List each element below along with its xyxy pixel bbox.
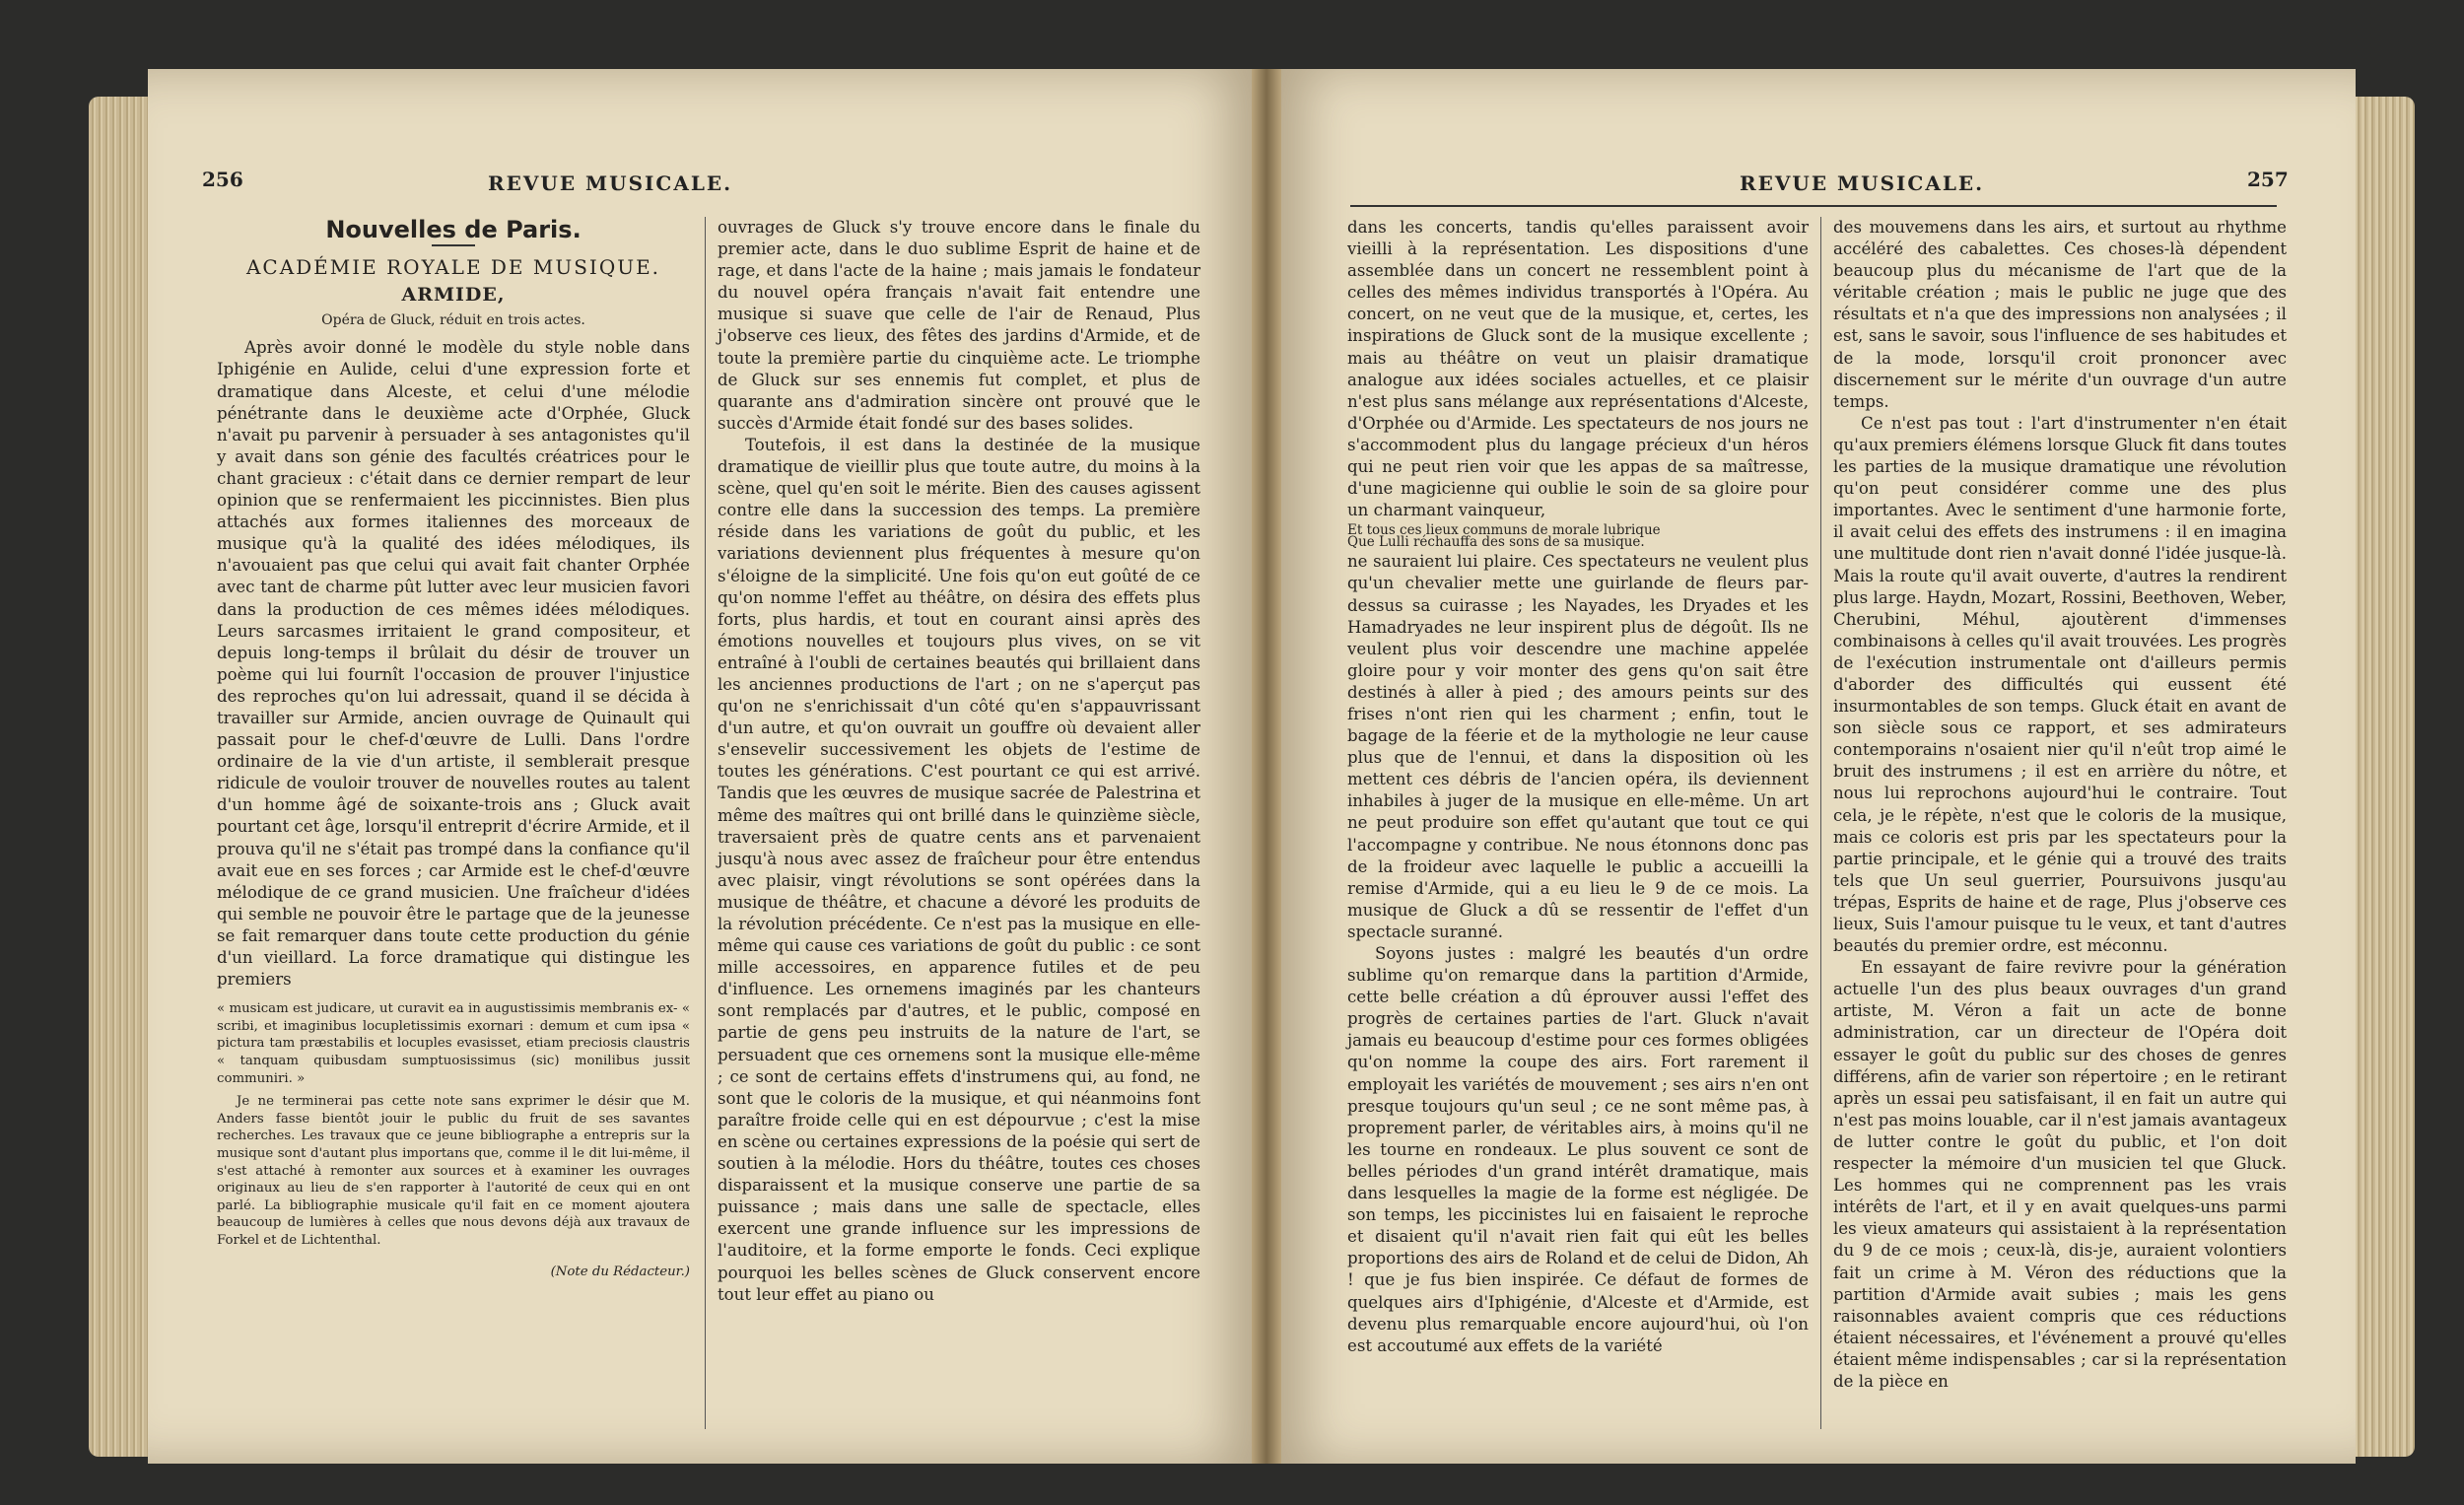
paragraph: En essayant de faire revivre pour la génération actuelle l'un des plus beaux ouvrages d'un grand artiste, M. Véron a fait un acte de bonne administration, car un directeur de l'Opéra doit essayer le goût du public sur des choses de genres différens, afin de varier son répertoire ; en le retirant après un essai peu satisfaisant, il en fait un autre qui n'est pas moins louable, car il n'est jamais avantageux de lutter contre le goût du public, et l'on doit respecter la mémoire d'un musicien tel que Gluck. Les hommes qui ne comprennent pas les vrais intérêts de l'art, et il y en avait quelques-uns parmi les vieux amateurs qui assistaient à la représentation du 9 de ce mois ; ceux-là, dis-je, auraient volontiers fait un crime à M. Véron des réductions que la partition d'Armide avait subies ; mais les gens raisonnables avaient compris que ces réductions étaient nécessaires, et l'événement a prouvé qu'elles étaient même indispensables ; car si la représentation de la pièce en bbox=[1833, 958, 2287, 1391]
paragraph: Après avoir donné le modèle du style noble dans Iphigénie en Aulide, celui d'une expression forte et dramatique dans Alceste, et celui d'une mélodie pénétrante dans le deuxième acte d'Orphée, Gluck n'avait pu parvenir à persuader à ses antagonistes qu'il y avait dans son génie des facultés créatrices pour le chant gracieux : c'était dans ce dernier rempart de leur opinion que se renfermaient les piccinnistes. Bien plus attachés aux formes italiennes des morceaux de musique qu'à la qualité des idées mélodiques, ils n'avouaient pas que celui qui avait fait chanter Orphée avec tant de charme pût lutter avec leur musicien favori dans la production de ces mêmes idées mélodiques. Leurs sarcasmes irritaient le grand compositeur, et depuis long-temps il brûlait du désir de trouver un poème qui lui fournît l'occasion de prouver l'injustice des reproches qu'on lui adressait, quand il se décida à travailler sur Armide, ancien ouvrage de Quinault qui passait pour le chef-d'œuvre de Lulli. Dans l'ordre ordinaire de la vie d'un artiste, il semblerait presque ridicule de vouloir trouver de nouvelles routes au talent d'un homme âgé de soixante-trois ans ; Gluck avait pourtant cet âge, lorsqu'il entreprit d'écrire Armide, et il prouva qu'il ne s'était pas trompé dans la confiance qu'il avait eue en ses forces ; car Armide est le chef-d'œuvre mélodique de ce grand musicien. Une fraîcheur d'idées qui semble ne pouvoir être le partage que de la jeunesse se fait remarquer dans toute cette production du génie d'un vieillard. La force dramatique qui distingue les premiers bbox=[217, 338, 690, 990]
subtitle: ACADÉMIE ROYALE DE MUSIQUE. bbox=[245, 255, 661, 280]
left-column-1 bbox=[217, 217, 690, 1280]
paragraph: Ce n'est pas tout : l'art d'instrumenter n'en était qu'aux premiers élémens lorsque Gluck fit dans toutes les parties de la musique dramatique une révolution qu'on peut considérer comme une des plus importantes. Avec le sentiment d'une harmonie forte, il avait celui des effets des instrumens : il en imagina une multitude dont rien n'avait donné l'idée jusque-là. Mais la route qu'il avait ouverte, d'autres la rendirent plus large. Haydn, Mozart, Rossini, Beethoven, Weber, Cherubini, Méhul, ajoutèrent d'immenses combinaisons à celles qu'il avait trouvées. Les progrès de l'exécution instrumentale ont d'ailleurs permis d'aborder des difficultés qui eussent été insurmontables de son temps. Gluck était en avant de son siècle sous ce rapport, et ses admirateurs contemporains n'osaient nier qu'il n'eût trop aimé le bruit des instrumens ; il est en arrière du nôtre, et nous lui reprochons aujourd'hui le contraire. Tout cela, je le répète, n'est que le coloris de la musique, mais ce coloris est pris par les spectateurs pour la partie principale, et le génie qui a trouvé des traits tels que Un seul guerrier, Poursuivons jusqu'au trépas, Esprits de haine et de rage, Plus j'observe ces lieux, Suis l'amour puisque tu le veux, et tant d'autres beautés du premier ordre, est méconnu. bbox=[1833, 413, 2287, 956]
work-subtitle: Opéra de Gluck, réduit en trois actes. bbox=[321, 312, 585, 329]
right-column-2 bbox=[1833, 217, 2287, 1393]
left-page bbox=[148, 69, 1266, 1464]
right-column-1 bbox=[1347, 217, 1809, 1357]
section-title: Nouvelles de Paris. bbox=[325, 216, 582, 243]
page-number: 257 bbox=[2247, 168, 2289, 191]
paragraph: dans les concerts, tandis qu'elles paraissent avoir vieilli à la représentation. Les dispositions d'une assemblée dans un concert ne ressemblent point à celles des mêmes individus transportés à l'Opéra. Au concert, on ne veut que de la musique, et, certes, les inspirations de Gluck sont de la musique excellente ; mais au théâtre on veut un plaisir dramatique analogue aux idées sociales actuelles, et ce plaisir n'est plus sans mélange aux représentations d'Alceste, d'Orphée ou d'Armide. Les spectateurs de nos jours ne s'accommodent plus du langage précieux d'un héros qui ne peut rien voir que les appas de sa maîtresse, d'une magicienne qui oublie le soin de sa gloire pour un charmant vainqueur, bbox=[1347, 218, 1809, 520]
footnote bbox=[217, 1000, 690, 1280]
footnote-paragraph: Je ne terminerai pas cette note sans exprimer le désir que M. Anders fasse bientôt jouir le public du fruit de ses savantes recherches. Les travaux que ce jeune bibliographe a entrepris sur la musique sont d'autant plus importans que, comme il le dit lui-même, il s'est attaché à remonter aux sources et à examiner les ouvrages originaux au lieu de s'en rapporter à l'autorité de ceux qui en ont parlé. La bibliographie musicale qu'il fait en ce moment ajoutera beaucoup de lumières à celles que nous devons déjà aux travaux de Forkel et de Lichtenthal. bbox=[217, 1094, 690, 1248]
divider bbox=[432, 244, 475, 246]
right-page bbox=[1266, 69, 2356, 1464]
column-separator bbox=[705, 217, 706, 1429]
running-head: REVUE MUSICALE. bbox=[1740, 171, 1985, 195]
open-book bbox=[89, 69, 2415, 1464]
paragraph: ne sauraient lui plaire. Ces spectateurs ne veulent plus qu'un chevalier mette une guirlande de fleurs par-dessus sa cuirasse ; les Nayades, les Dryades et les Hamadryades ne leur inspirent plus de dégoût. Ils ne veulent plus voir descendre une machine appelée gloire pour y voir monter des gens qu'on sait être destinés à aller à pied ; des amours peints sur des frises n'ont rien qui les charment ; enfin, tout le bagage de la féerie et de la mythologie ne leur cause plus que de l'ennui, et dans la disposition où les mettent ces débris de l'ancien opéra, ils deviennent inhabiles à juger de la musique en elle-même. Un art ne peut produire son effet qu'autant que tout ce qui l'accompagne y contribue. Ne nous étonnons donc pas de la froideur avec laquelle le public a accueilli la remise d'Armide, qui a eu lieu le 9 de ce mois. La musique de Gluck a dû se ressentir de l'effet d'un spectacle suranné. bbox=[1347, 552, 1809, 941]
work-title: ARMIDE, bbox=[401, 284, 506, 307]
verse-line: Que Lulli réchauffa des sons de sa musique. bbox=[1347, 534, 1645, 551]
running-head: REVUE MUSICALE. bbox=[488, 171, 733, 195]
footnote-signature: (Note du Rédacteur.) bbox=[550, 1264, 690, 1279]
verse-line: Et tous ces lieux communs de morale lubrique bbox=[1347, 522, 1661, 539]
column-separator bbox=[1820, 217, 1821, 1429]
footnote-paragraph: « musicam est judicare, ut curavit ea in augustissimis membranis ex- « scribi, et imaginibus locupletissimis exornari : demum et cum ipsa « pictura tam præstabilis et locuples evasisset, etiam preciosis claustris « tanquam quibusdam sumptuosissimus (sic) monilibus jussit communiri. » bbox=[217, 1001, 690, 1086]
page-number: 256 bbox=[202, 168, 243, 191]
book-gutter bbox=[1252, 69, 1281, 1464]
header-rule bbox=[1350, 205, 2277, 207]
paragraph: ouvrages de Gluck s'y trouve encore dans le finale du premier acte, dans le duo sublime Esprit de haine et de rage, et dans l'acte de la haine ; mais jamais le fondateur du nouvel opéra français n'avait fait entendre une musique si suave que celle de l'air de Renaud, Plus j'observe ces lieux, des fêtes des jardins d'Armide, et de toute la première partie du cinquième acte. Le triomphe de Gluck sur ses ennemis fut complet, et plus de quarante ans d'admiration sincère ont prouvé que le succès d'Armide était fondé sur des bases solides. bbox=[718, 218, 1200, 433]
left-column-2 bbox=[718, 217, 1200, 1306]
paragraph: Toutefois, il est dans la destinée de la musique dramatique de vieillir plus que toute autre, du moins à la scène, quel qu'en soit le mérite. Bien des causes agissent contre elle dans la succession des temps. La première réside dans les variations de goût du public, et les variations deviennent plus fréquentes à mesure qu'on s'éloigne de la simplicité. Une fois qu'on eut goûté de ce qu'on nomme l'effet au théâtre, on désira des effets plus forts, plus hardis, et tout en courant ainsi après des émotions nouvelles et toujours plus vives, on se vit entraîné à l'oubli de certaines beautés qui brillaient dans les anciennes productions de l'art ; on ne s'aperçut pas qu'on ne s'enrichissait d'un côté qu'en s'appauvrissant d'un autre, et qu'on ouvrait un gouffre où devaient aller s'ensevelir successivement les objets de l'estime de toutes les générations. C'est pourtant ce qui est arrivé. Tandis que les œuvres de musique sacrée de Palestrina et même des maîtres qui ont brillé dans le quinzième siècle, traversaient près de quatre cents ans et parvenaient jusqu'à nous avec assez de fraîcheur pour être entendus avec plaisir, vingt révolutions se sont opérées dans la musique de théâtre, et chacune a dévoré les produits de la révolution précédente. Ce n'est pas la musique en elle-même qui cause ces variations de goût du public : ce sont mille accessoires, en apparence futiles et de peu d'influence. Les ornemens imaginés par les chanteurs sont remplacés par d'autres, et le public, composé en partie de gens peu instruits de la nature de l'art, se persuadent que ces ornemens sont la musique elle-même ; ce sont de certains effets d'instrumens qui, au fond, ne sont que le coloris de la musique, et qui néanmoins font paraître froide celle qui en est dépourvue ; c'est la mise en scène ou certaines expressions de la poésie qui sert de soutien à la mélodie. Hors du théâtre, toutes ces choses disparaissent et la musique conserve une partie de sa puissance ; mais dans une salle de spectacle, elles exercent une grande influence sur les impressions de l'auditoire, et la forme emporte le fonds. Ceci explique pourquoi les belles scènes de Gluck conservent encore tout leur effet au piano ou bbox=[718, 435, 1200, 1304]
paragraph: Soyons justes : malgré les beautés d'un ordre sublime qu'on remarque dans la partition d'Armide, cette belle création a dû éprouver aussi l'effet des progrès de certaines parties de l'art. Gluck n'avait jamais eu beaucoup d'estime pour ces formes obligées qu'on nomme la coupe des airs. Fort rarement il employait les variétés de mouvement ; ses airs n'en ont presque toujours qu'un seul ; ce ne sont même pas, à proprement parler, de véritables airs, à moins qu'il ne les tourne en rondeaux. Le plus souvent ce sont de belles périodes d'un grand intérêt dramatique, mais dans lesquelles la magie de la forme est négligée. De son temps, les piccinistes lui en faisaient le reproche et disaient qu'il n'avait rien fait qui eût les belles proportions des airs de Roland et de celui de Didon, Ah ! que je fus bien inspirée. Ce défaut de formes de quelques airs d'Iphigénie, d'Alceste et d'Armide, est devenu plus remarquable encore aujourd'hui, où l'on est accoutumé aux effets de la variété bbox=[1347, 944, 1809, 1355]
paragraph: des mouvemens dans les airs, et surtout au rhythme accéléré des cabalettes. Ces choses-là dépendent beaucoup plus du mécanisme de l'art que de la véritable création ; mais le public ne juge que des résultats et n'a que des impressions non analysées ; il est, sans le savoir, sous l'influence de ses habitudes et de la mode, lorsqu'il croit prononcer avec discernement sur le mérite d'un ouvrage d'un autre temps. bbox=[1833, 218, 2287, 411]
